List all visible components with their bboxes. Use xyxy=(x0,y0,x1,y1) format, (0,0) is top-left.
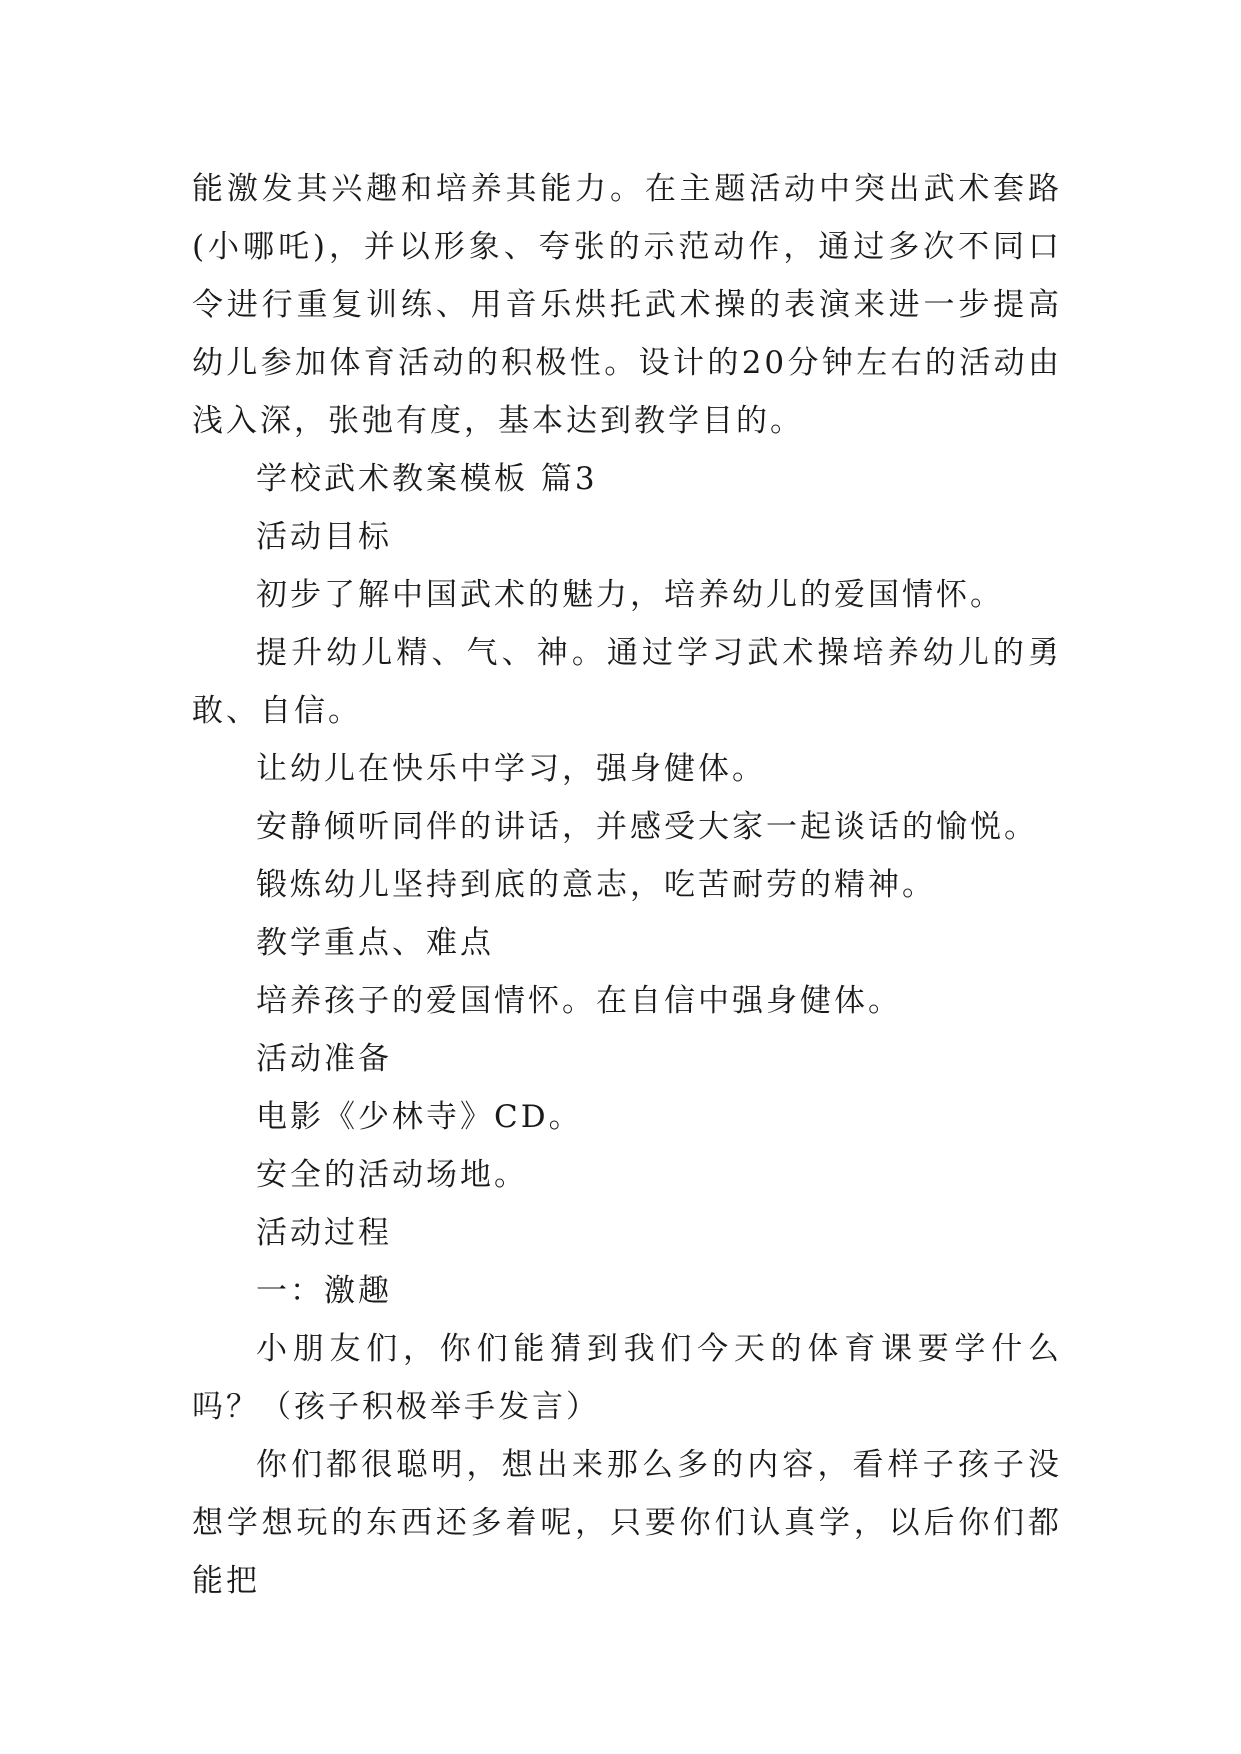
document-body xyxy=(192,160,1062,1610)
subheading-preparation: 活动准备 xyxy=(256,1041,392,1077)
preparation-item-2: 安全的活动场地。 xyxy=(256,1157,528,1193)
paragraph-intro-continuation: 能激发其兴趣和培养其能力。在主题活动中突出武术套路(小哪吒)，并以形象、夸张的示范动作，通过多次不同口令进行重复训练、用音乐烘托武术操的表演来进一步提高幼儿参加体育活动的积极性。设计的20分钟左右的活动由浅入深，张弛有度，基本达到教学目的。 xyxy=(192,171,1062,439)
goal-item-5: 锻炼幼儿坚持到底的意志，吃苦耐劳的精神。 xyxy=(256,867,936,903)
section-heading-template-3: 学校武术教案模板 篇3 xyxy=(256,461,598,497)
preparation-item-1: 电影《少林寺》CD。 xyxy=(256,1099,583,1135)
goal-item-1: 初步了解中国武术的魅力，培养幼儿的爱国情怀。 xyxy=(256,577,1004,613)
process-step-1-heading: 一：激趣 xyxy=(256,1273,392,1309)
key-points-text: 培养孩子的爱国情怀。在自信中强身健体。 xyxy=(256,983,902,1019)
process-step-1-continuation: 你们都很聪明，想出来那么多的内容，看样子孩子没想学想玩的东西还多着呢，只要你们认真学，以后你们都能把 xyxy=(192,1447,1062,1599)
subheading-key-points: 教学重点、难点 xyxy=(256,925,494,961)
subheading-activity-goals: 活动目标 xyxy=(256,519,392,555)
process-step-1-text: 小朋友们，你们能猜到我们今天的体育课要学什么吗？（孩子积极举手发言） xyxy=(192,1331,1062,1425)
subheading-process: 活动过程 xyxy=(256,1215,392,1251)
goal-item-4: 安静倾听同伴的讲话，并感受大家一起谈话的愉悦。 xyxy=(256,809,1038,845)
goal-item-2: 提升幼儿精、气、神。通过学习武术操培养幼儿的勇敢、自信。 xyxy=(192,635,1062,729)
goal-item-3: 让幼儿在快乐中学习，强身健体。 xyxy=(256,751,766,787)
